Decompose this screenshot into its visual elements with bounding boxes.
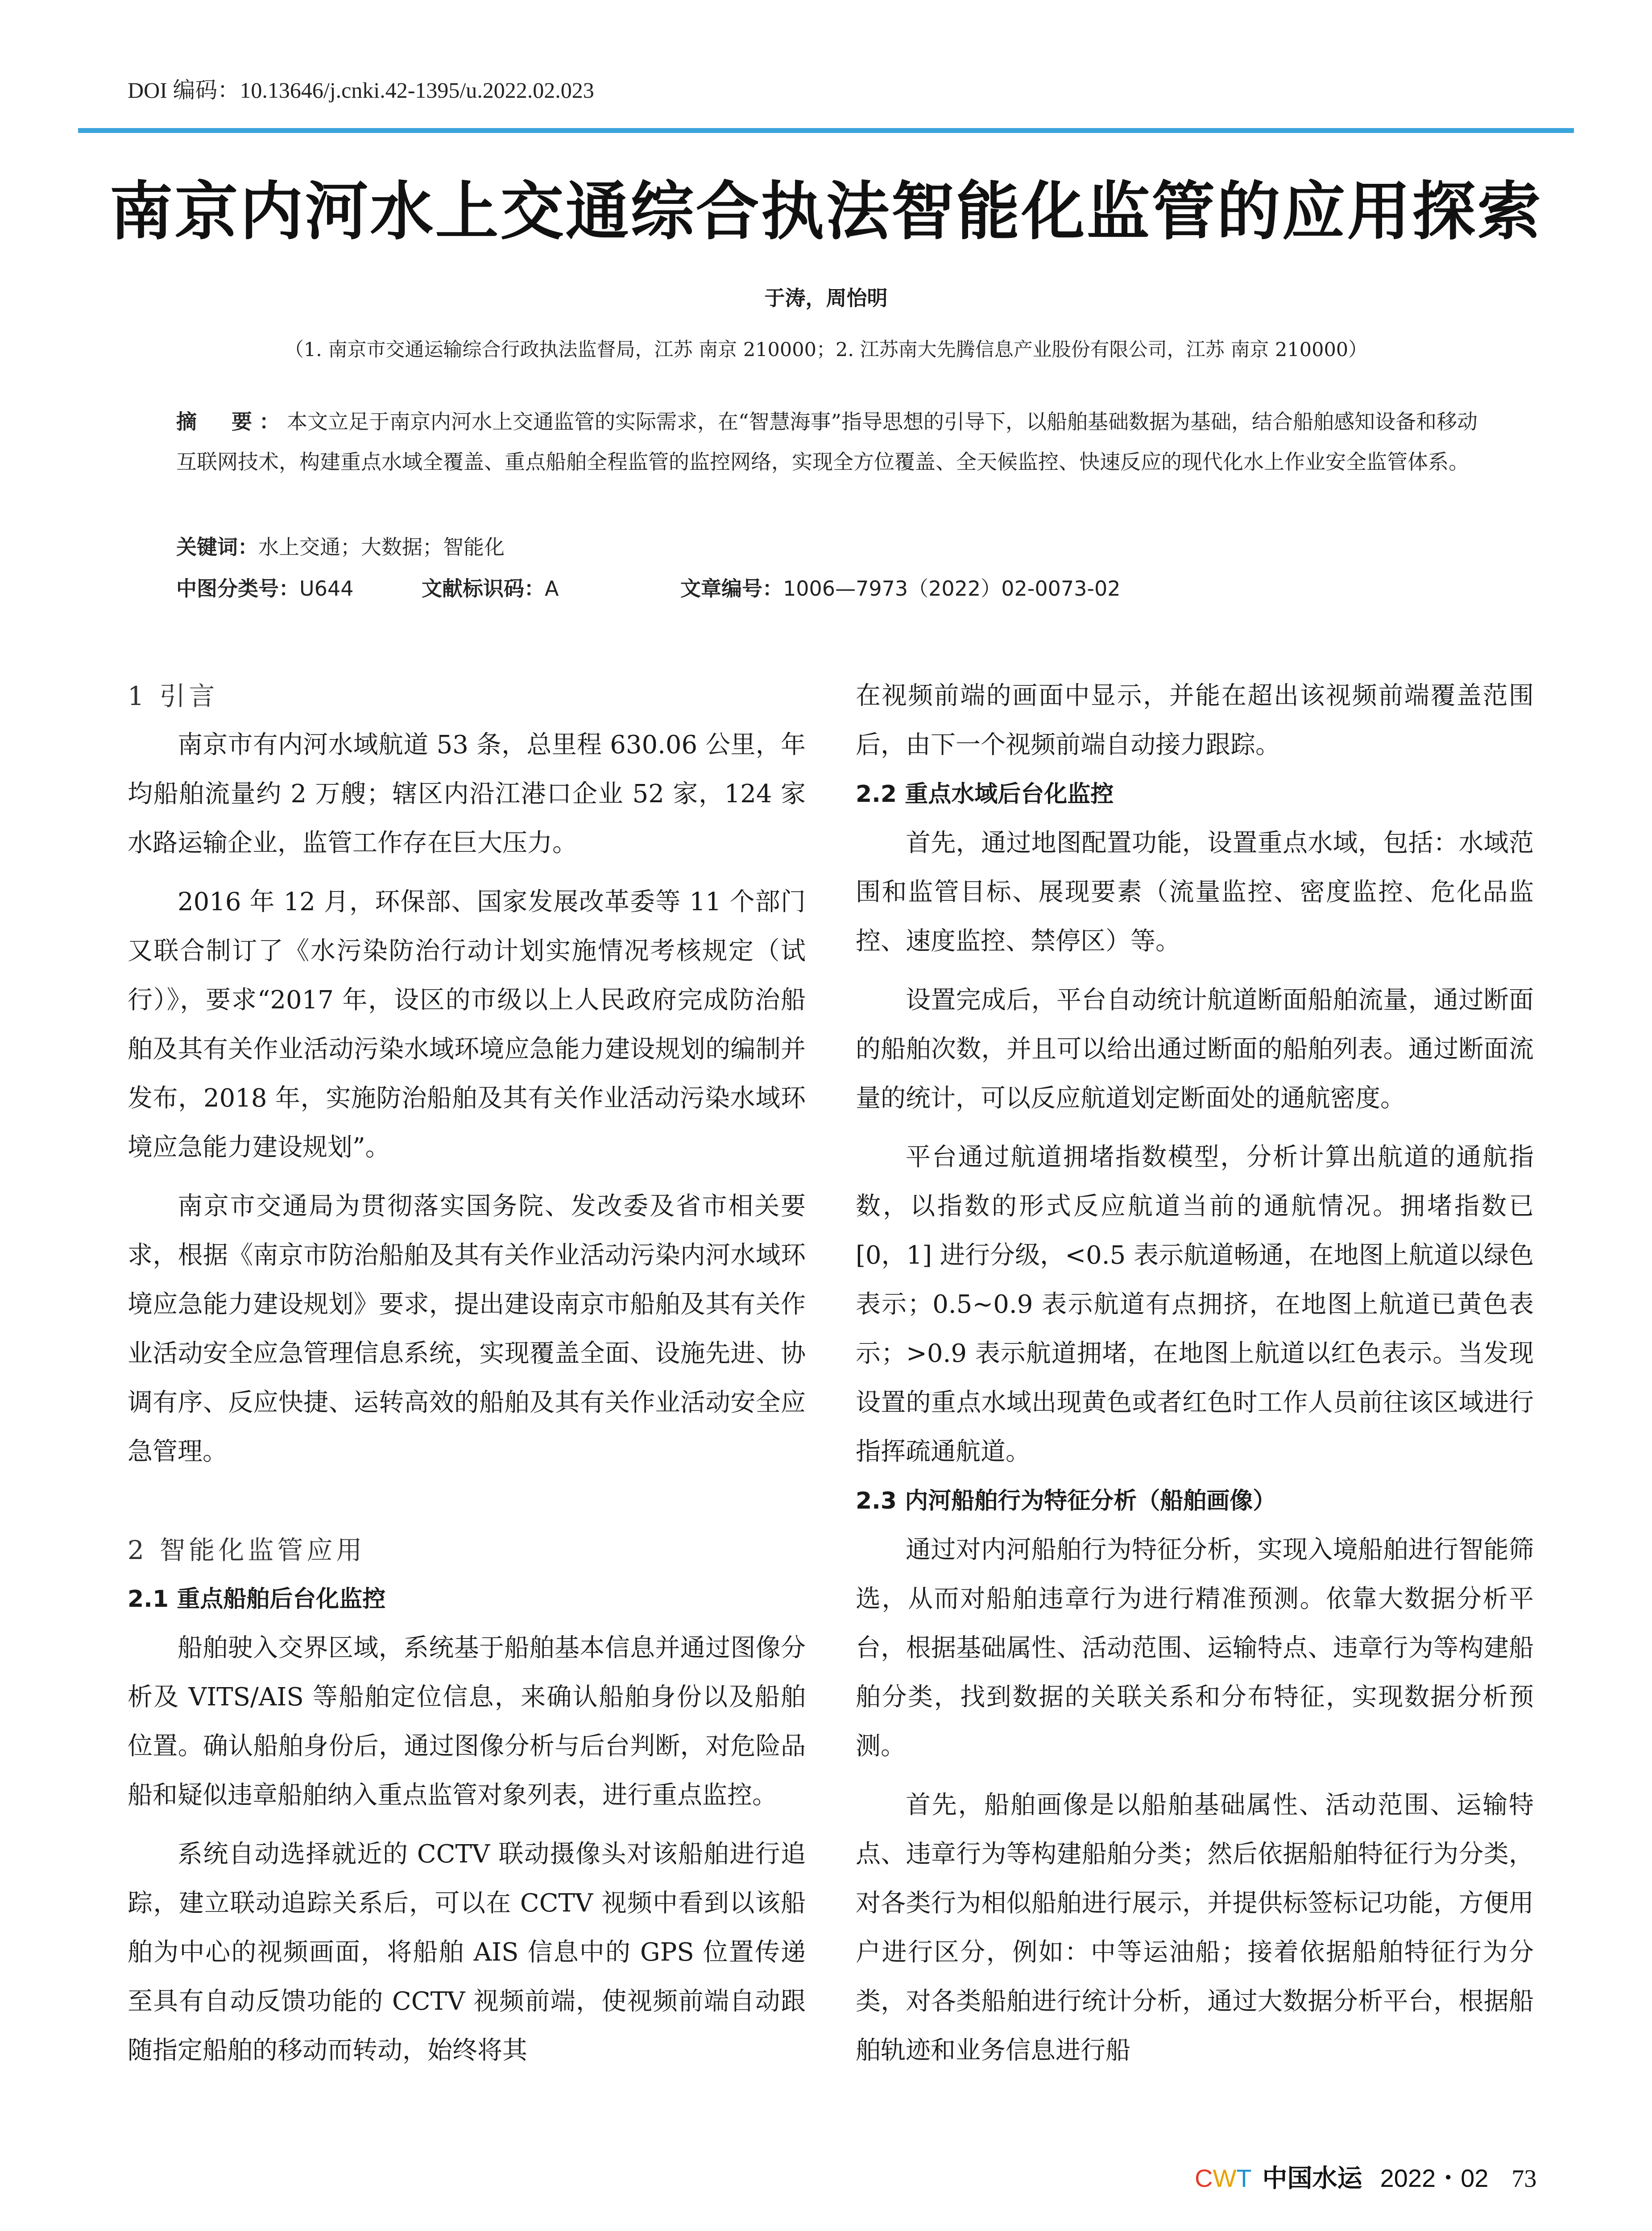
affiliations: （1. 南京市交通运输综合行政执法监督局，江苏 南京 210000；2. 江苏南大先腾信息产业股份有限公司，江苏 南京 210000） (284, 339, 1368, 361)
page-number: 73 (1511, 2165, 1537, 2193)
abstract (176, 402, 1492, 482)
journal-name: 中国水运 (1262, 2164, 1362, 2193)
paragraph: 平台通过航道拥堵指数模型，分析计算出航道的通航指数，以指数的形式反应航道当前的通航情况。拥堵指数已 [0，1] 进行分级，<0.5 表示航道畅通，在地图上航道以绿色表示；0.5~0.9 表示航道有点拥挤，在地图上航道已黄色表示；>0.9 表示航道拥堵，在地图上航道以红色表示。当发现设置的重点水域出现黄色或者红色时工作人员前往该区域进行指挥疏通航道。 (856, 1143, 1534, 1466)
header-rule (78, 128, 1574, 133)
section-2-1-heading: 2.1 重点船舶后台化监控 (128, 1586, 386, 1613)
article-number-label: 文章编号： (680, 576, 783, 601)
cwt-logo-w: W (1213, 2164, 1237, 2192)
clc-value: U644 (299, 576, 354, 601)
doc-code (422, 572, 559, 602)
paragraph: 首先，通过地图配置功能，设置重点水域，包括：水域范围和监管目标、展现要素（流量监控、密度监控、危化品监控、速度监控、禁停区）等。 (856, 829, 1534, 956)
clc-label: 中图分类号： (176, 576, 299, 601)
cwt-logo-t: T (1236, 2164, 1252, 2192)
abstract-label: 摘 要： (176, 410, 287, 434)
left-column (128, 672, 806, 2075)
paragraph: 船舶驶入交界区域，系统基于船舶基本信息并通过图像分析及 VITS/AIS 等船舶定位信息，来确认船舶身份以及船舶位置。确认船舶身份后，通过图像分析与后台判断，对危险品船和疑似违章船舶纳入重点监管对象列表，进行重点监控。 (128, 1634, 806, 1810)
section-2-3-heading: 2.3 内河船舶行为特征分析（船舶画像） (856, 1488, 1276, 1514)
paragraph: 通过对内河船舶行为特征分析，实现入境船舶进行智能筛选，从而对船舶违章行为进行精准预测。依靠大数据分析平台，根据基础属性、活动范围、运输特点、违章行为等构建船舶分类，找到数据的关联关系和分布特征，实现数据分析预测。 (856, 1535, 1534, 1761)
doc-code-label: 文献标识码： (422, 576, 545, 601)
doc-code-value: A (545, 576, 559, 601)
paragraph: 设置完成后，平台自动统计航道断面船舶流量，通过断面的船舶次数，并且可以给出通过断面的船舶列表。通过断面流量的统计，可以反应航道划定断面处的通航密度。 (856, 986, 1534, 1113)
paragraph: 系统自动选择就近的 CCTV 联动摄像头对该船舶进行追踪，建立联动追踪关系后，可以在 CCTV 视频中看到以该船舶为中心的视频画面，将船舶 AIS 信息中的 GPS 位置传递至具有自动反馈功能的 CCTV 视频前端，使视频前端自动跟随指定船舶的移动而转动，始终将其 (128, 1840, 806, 2065)
keywords-text: 水上交通；大数据；智能化 (258, 535, 505, 559)
right-column (856, 672, 1534, 2075)
keywords-label: 关键词： (176, 535, 258, 559)
paragraph: 2016 年 12 月，环保部、国家发展改革委等 11 个部门又联合制订了《水污染防治行动计划实施情况考核规定（试行）》，要求“2017 年，设区的市级以上人民政府完成防治船舶及其有关作业活动污染水域环境应急能力建设规划的编制并发布，2018 年，实施防治船舶及其有关作业活动污染水域环境应急能力建设规划”。 (128, 887, 806, 1162)
section-1-heading: 1 引言 (128, 681, 219, 711)
paragraph: 南京市交通局为贯彻落实国务院、发改委及省市相关要求，根据《南京市防治船舶及其有关作业活动污染内河水域环境应急能力建设规划》要求，提出建设南京市船舶及其有关作业活动安全应急管理信息系统，实现覆盖全面、设施先进、协调有序、反应快捷、运转高效的船舶及其有关作业活动安全应急管理。 (128, 1192, 806, 1466)
section-2-heading: 2 智能化监管应用 (128, 1535, 366, 1565)
abstract-text: 本文立足于南京内河水上交通监管的实际需求，在“智慧海事”指导思想的引导下，以船舶基础数据为基础，结合船舶感知设备和移动互联网技术，构建重点水域全覆盖、重点船舶全程监管的监控网络，实现全方位覆盖、全天候监控、快速反应的现代化水上作业安全监管体系。 (176, 410, 1478, 474)
article-number (680, 572, 1121, 602)
issue-number: 2022・02 (1380, 2164, 1489, 2192)
paragraph-continued: 在视频前端的画面中显示，并能在超出该视频前端覆盖范围后，由下一个视频前端自动接力跟踪。 (856, 681, 1534, 759)
article-title: 南京内河水上交通综合执法智能化监管的应用探索 (109, 175, 1543, 249)
cwt-logo-c: C (1195, 2164, 1213, 2192)
article-number-value: 1006—7973（2022）02-0073-02 (783, 576, 1121, 601)
doi-line: DOI 编码：10.13646/j.cnki.42-1395/u.2022.02.023 (128, 78, 594, 103)
page-footer (1195, 2159, 1536, 2194)
authors: 于涛，周怡明 (764, 286, 888, 310)
keywords (176, 531, 505, 560)
paragraph: 首先，船舶画像是以船舶基础属性、活动范围、运输特点、违章行为等构建船舶分类；然后依据船舶特征行为分类，对各类行为相似船舶进行展示，并提供标签标记功能，方便用户进行区分，例如：中等运油船；接着依据船舶特征行为分类，对各类船舶进行统计分析，通过大数据分析平台，根据船舶轨迹和业务信息进行船 (856, 1791, 1534, 2065)
clc (176, 572, 353, 602)
section-2-2-heading: 2.2 重点水域后台化监控 (856, 781, 1114, 808)
paragraph: 南京市有内河水域航道 53 条，总里程 630.06 公里，年均船舶流量约 2 万艘；辖区内沿江港口企业 52 家，124 家水路运输企业，监管工作存在巨大压力。 (128, 730, 806, 858)
